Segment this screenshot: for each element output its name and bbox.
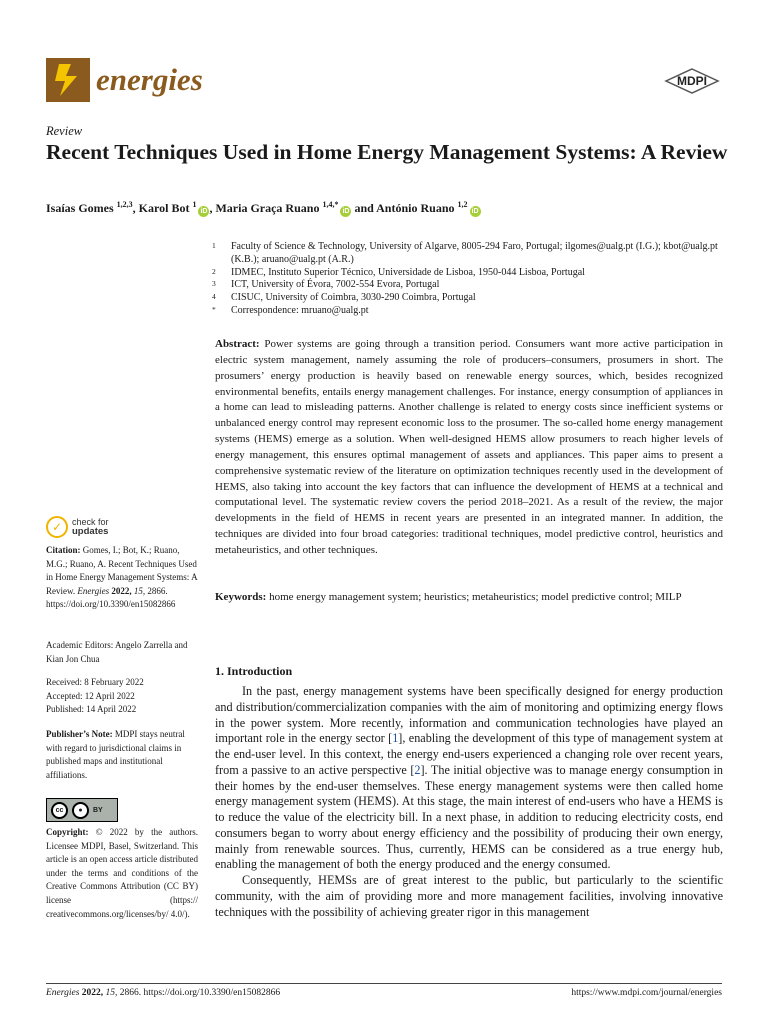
citation-link[interactable]: 2	[414, 762, 421, 777]
author-list: Isaías Gomes $^{1,2,3}$, Karol Bot $^1$iD , Maria Graça Ruano $^{1,4,*}$iD and António Ruano $^{1,2}$iD	[46, 200, 479, 215]
keywords-text: home energy management system; heuristics; metaheuristics; model predictive control; MILP	[269, 591, 682, 603]
dates	[46, 676, 198, 717]
citation: Citation: Gomes, I.; Bot, K.; Ruano, M.G.; Ruano, A. Recent Techniques Used in Home Energy Management Systems: A Review. Energies 2022, 15, 2866. https://doi.org/10.3390/en15082866	[46, 545, 198, 610]
affiliation-item: 2 IDMEC, Instituto Superior Técnico, Universidade de Lisboa, 1950-044 Lisboa, Portugal	[212, 266, 585, 278]
section-heading: 1. Introduction	[215, 664, 293, 678]
author-affil: 1,2,3	[116, 200, 133, 209]
copyright: Copyright: © 2022 by the authors. Licensee MDPI, Basel, Switzerland. This article is an open access article distributed under the terms and conditions of the Creative Commons Attribution (CC BY) license (https:// creativecommons.org/licenses/by/ 4.0/).	[46, 827, 199, 919]
lightning-icon	[55, 64, 81, 96]
cc-icon: cc	[51, 802, 68, 819]
by-label: BY	[93, 806, 103, 814]
check-for-updates-button[interactable]: ✓ check for updates	[46, 516, 109, 538]
article-title: Recent Techniques Used in Home Energy Management Systems: A Review	[46, 140, 728, 164]
academic-editors: Academic Editors: Angelo Zarrella and Kian Jon Chua	[46, 640, 188, 664]
journal-url[interactable]: https://www.mdpi.com/journal/energies	[571, 988, 722, 998]
footer-divider	[46, 983, 722, 984]
author-name: Isaías Gomes	[46, 201, 114, 215]
author-name: António Ruano	[376, 201, 455, 215]
orcid-icon[interactable]: iD	[471, 208, 479, 215]
cc-by-license-badge[interactable]	[46, 798, 118, 822]
check-icon: ✓	[46, 516, 68, 538]
abstract-label: Abstract:	[215, 338, 260, 350]
affiliation-list	[212, 241, 722, 318]
abstract-text: Power systems are going through a transition period. Consumers want more active participation in electric system management, namely assuming the role of producers–consumers, prosumers in short. The prosumers’ energy production is heavily based on renewable energy sources, which, besides recognized environmental benefits, entails energy management challenges. For instance, energy consumption of appliances in a home can lead to misleading patterns. Another challenge is related to energy costs since inefficient systems or unbalanced energy control may represent economic loss to the prosumer. The so-called home energy management systems (HEMS) emerge as a solution. When well-designed HEMS allow prosumers to reach higher levels of energy management, this ensures optimal management of assets and appliances. This paper aims to present a comprehensive systematic review of the literature on optimization techniques recently used in the development of HEMS, also taking into account the key factors that can influence the development of HEMS at a technical and computational level. The systematic review covers the period 2018–2021. As a result of the review, the major developments in the field of HEMS in recent years are presented in an integrated manner. In addition, the techniques are divided into four broad categories: traditional techniques, model predictive control, heuristics and metaheuristics, and other techniques.	[215, 338, 724, 556]
author-name: Maria Graça Ruano	[215, 201, 320, 215]
author-affil: 1	[192, 200, 197, 209]
author-name: Karol Bot	[138, 201, 190, 215]
footer-citation: Energies 2022, 15, 2866. https://doi.org/10.3390/en15082866	[46, 988, 281, 998]
accepted-date: Accepted: 12 April 2022	[46, 690, 135, 701]
abstract	[215, 337, 723, 559]
correspondence: * Correspondence: mruano@ualg.pt	[212, 304, 369, 316]
keywords	[215, 590, 723, 606]
author-affil: 1,4,*	[322, 200, 339, 209]
doi-link[interactable]: 2866. https://doi.org/10.3390/en15082866	[46, 585, 176, 610]
mdpi-logo	[664, 68, 720, 99]
mdpi-logo-text: MDPI	[677, 74, 707, 88]
orcid-icon[interactable]: iD	[342, 208, 350, 215]
received-date: Received: 8 February 2022	[46, 677, 144, 687]
affiliation-item: 1 Faculty of Science & Technology, University of Algarve, 8005-294 Faro, Portugal; ilgomes@ualg.pt (I.G.); kbot@ualg.pt (K.B.); aruano@ualg.pt (A.R.)	[212, 241, 718, 265]
published-date: Published: 14 April 2022	[46, 704, 137, 715]
keywords-label: Keywords:	[215, 591, 267, 603]
paragraph: In the past, energy management systems have been specifically designed for energy production and distribution/commercialization companies with the aim of monitoring and optimizing energy flows in the power system. More recently, information and communication technologies have played an important role in the energy sector [1], enabling the development of this type of management system at the end-user level. In this context, the energy end-users experienced a changing role over recent years, from a passive to an active perspective [2]. The initial objective was to manage energy consumption in their homes by the end-user themselves. These energy management systems were then called home energy management system (HEMS). At this stage, the main interest of end-users who have a HEMS is to reduce the value of the electricity bill. In a next phase, in addition to reducing electricity costs, end consumers began to worry about energy efficiency and the possibility of producing their own energy, mainly from renewable sources. Thus, currently, HEMS can be considered as a true energy hub, enabling the management of both the energy produced and the energy consumed.	[215, 684, 723, 872]
affiliation-item: 4 CISUC, University of Coimbra, 3030-290 Coimbra, Portugal	[212, 292, 476, 304]
author-affil: 1,2	[457, 200, 468, 209]
citation-link[interactable]: 1	[392, 731, 399, 746]
article-type: Review	[46, 124, 83, 138]
journal-name: energies	[96, 62, 203, 97]
publisher-note: Publisher’s Note: MDPI stays neutral with regard to jurisdictional claims in published maps and institutional affiliations.	[46, 729, 185, 780]
journal-logo	[46, 58, 90, 102]
orcid-icon[interactable]: iD	[200, 208, 208, 215]
person-icon: ●	[72, 802, 89, 819]
introduction-body	[215, 684, 723, 920]
affiliation-item: 3 ICT, University of Évora, 7002-554 Evora, Portugal	[212, 279, 440, 291]
paragraph: Consequently, HEMSs are of great interest to the public, but particularly to the scientific community, with the aim of providing more and more management facilities, involving innovative techniques with the possibility of achieving greater rigor in this management	[215, 873, 723, 919]
